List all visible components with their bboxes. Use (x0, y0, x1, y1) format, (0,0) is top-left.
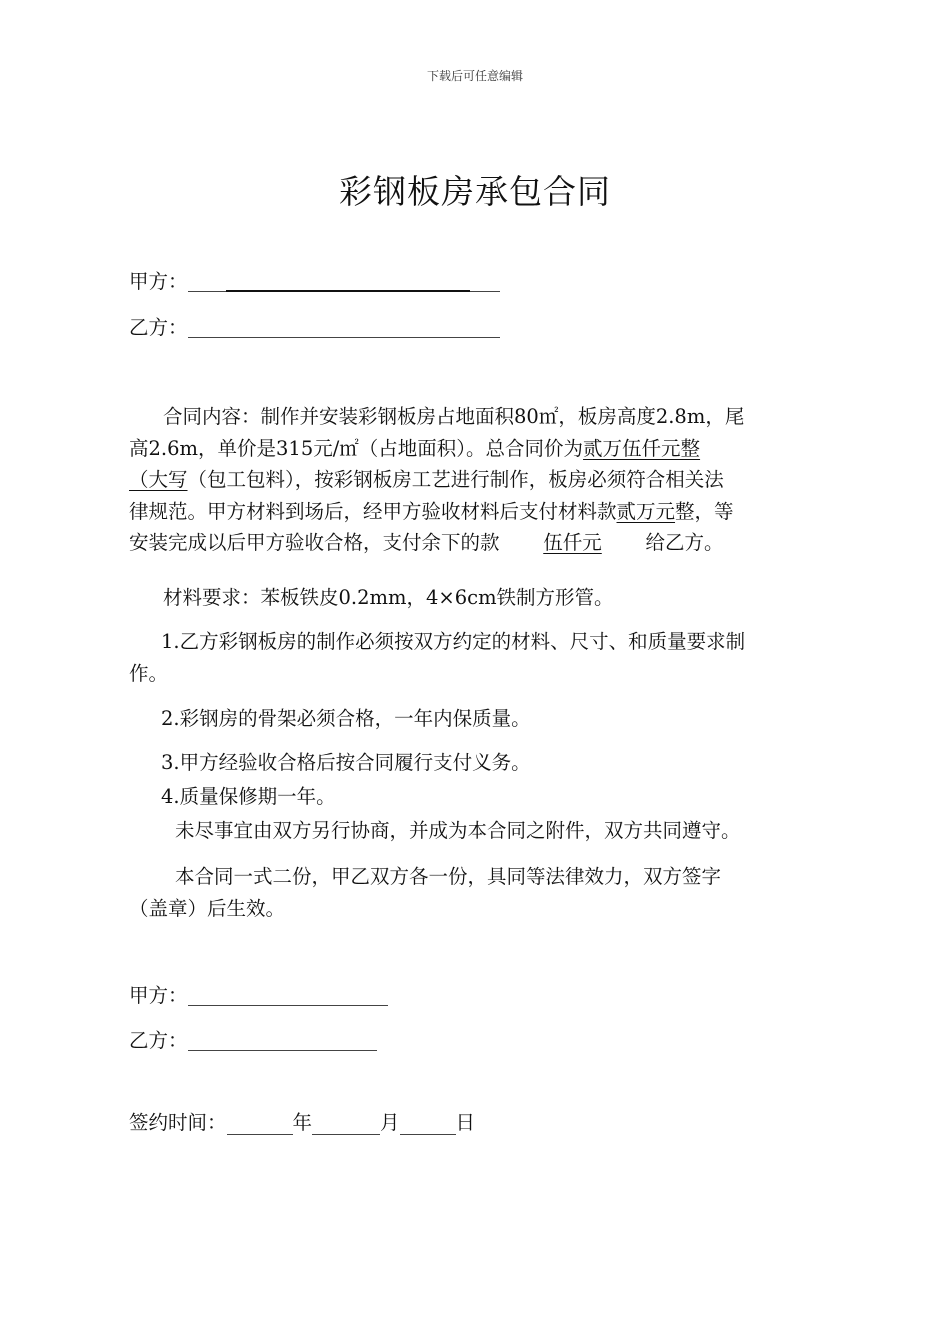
material-payment: 贰万元 (616, 499, 676, 523)
signature-party-a-label: 甲方： (129, 984, 188, 1007)
item-3: 3.甲方经验收合格后按合同履行支付义务。 (161, 751, 531, 774)
month-blank[interactable] (312, 1132, 380, 1135)
materials-requirement: 材料要求：苯板铁皮0.2mm，4×6cm铁制方形管。 (163, 586, 614, 609)
item-2: 2.彩钢房的骨架必须合格，一年内保质量。 (161, 707, 531, 730)
content-line-2: 高2.6m，单价是315元/㎡（占地面积）。总合同价为贰万伍仟元整 (129, 436, 701, 460)
content-line-4: 律规范。甲方材料到场后，经甲方验收材料后支付材料款贰万元整，等 (129, 499, 734, 523)
signature-party-b-label: 乙方： (129, 1029, 188, 1052)
month-label: 月 (380, 1111, 400, 1134)
content-line-3: （大写（包工包料），按彩钢板房工艺进行制作，板房必须符合相关法 (129, 468, 724, 491)
year-label: 年 (292, 1111, 313, 1134)
clause-copies: 本合同一式二份，甲乙双方各一份，具同等法律效力，双方签字 （盖章）后生效。 (129, 865, 722, 920)
party-b-line (129, 318, 500, 338)
signature-party-a-blank[interactable] (188, 1003, 388, 1006)
signing-date-line (129, 1107, 475, 1135)
header-note: 下载后可任意编辑 (426, 69, 523, 83)
year-blank[interactable] (227, 1132, 293, 1135)
day-blank[interactable] (400, 1132, 456, 1135)
party-a-label: 甲方： (129, 270, 188, 293)
party-b-blank[interactable] (188, 335, 500, 338)
party-b-label: 乙方： (129, 316, 188, 339)
signing-date-label: 签约时间： (129, 1111, 227, 1134)
contract-content-paragraph (129, 401, 834, 559)
total-amount: 贰万伍仟元整 (583, 436, 701, 460)
item-4: 4.质量保修期一年。 (161, 785, 336, 808)
signature-party-a-line (129, 986, 388, 1006)
daxie-label: （大写 (129, 468, 188, 491)
party-a-line (129, 272, 500, 292)
signature-party-b-line (129, 1031, 377, 1051)
document-title: 彩钢板房承包合同 (339, 172, 611, 211)
content-line-1: 合同内容：制作并安装彩钢板房占地面积80㎡，板房高度2.8m，尾 (163, 405, 745, 428)
content-line-5: 安装完成以后甲方验收合格，支付余下的款 伍仟元 给乙方。 (129, 527, 834, 559)
clause-other-matters: 未尽事宜由双方另行协商，并成为本合同之附件，双方共同遵守。 (175, 819, 741, 842)
signature-party-b-blank[interactable] (188, 1048, 377, 1051)
remaining-payment: 伍仟元 (543, 531, 602, 554)
day-label: 日 (455, 1111, 476, 1134)
party-a-blank[interactable] (188, 289, 500, 292)
item-1: 1.乙方彩钢板房的制作必须按双方约定的材料、尺寸、和质量要求制 作。 (129, 630, 746, 685)
